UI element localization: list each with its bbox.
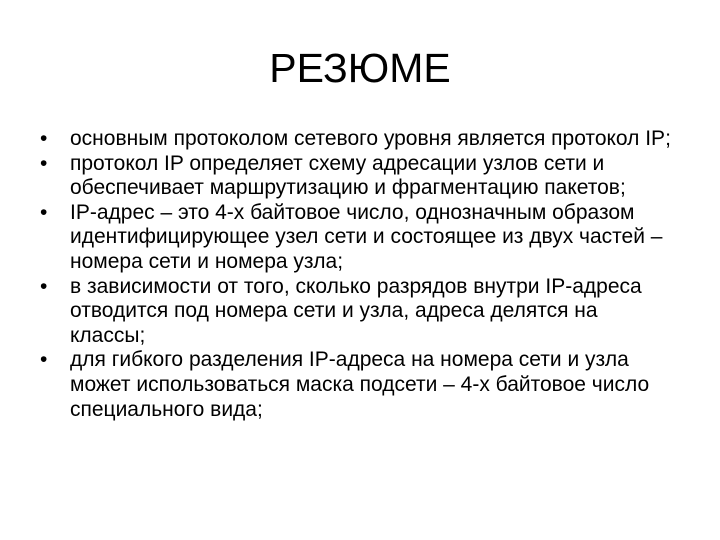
bullet-text: основным протоколом сетевого уровня является протокол IP; (70, 127, 671, 150)
bullet-item (36, 201, 676, 275)
bullet-item (36, 127, 676, 152)
bullet-text: для гибкого разделения IP-адреса на номера сети и узла может использоваться маска подсети – 4-х байтовое число специального вида; (70, 348, 650, 421)
bullet-text: протокол IP определяет схему адресации узлов сети и обеспечивает маршрутизацию и фрагментацию пакетов; (70, 151, 626, 200)
bullet-item (36, 152, 676, 201)
bullet-dot-icon: • (40, 348, 48, 372)
bullet-dot-icon: • (40, 127, 48, 150)
bullet-text: в зависимости от того, сколько разрядов внутри IP-адреса отводится под номера сети и узла, адреса делятся на классы; (70, 274, 642, 347)
bullet-dot-icon: • (40, 151, 48, 175)
bullet-text: IP-адрес – это 4-х байтовое число, однозначным образом идентифицирующее узел сети и состоящее из двух частей – номера сети и номера узла; (70, 200, 663, 273)
slide-title: РЕЗЮМЕ (269, 45, 451, 91)
bullet-dot-icon: • (40, 200, 48, 224)
bullet-dot-icon: • (40, 274, 48, 298)
bullet-item (36, 348, 676, 422)
bullet-item (36, 275, 676, 349)
bullet-list (36, 127, 676, 422)
